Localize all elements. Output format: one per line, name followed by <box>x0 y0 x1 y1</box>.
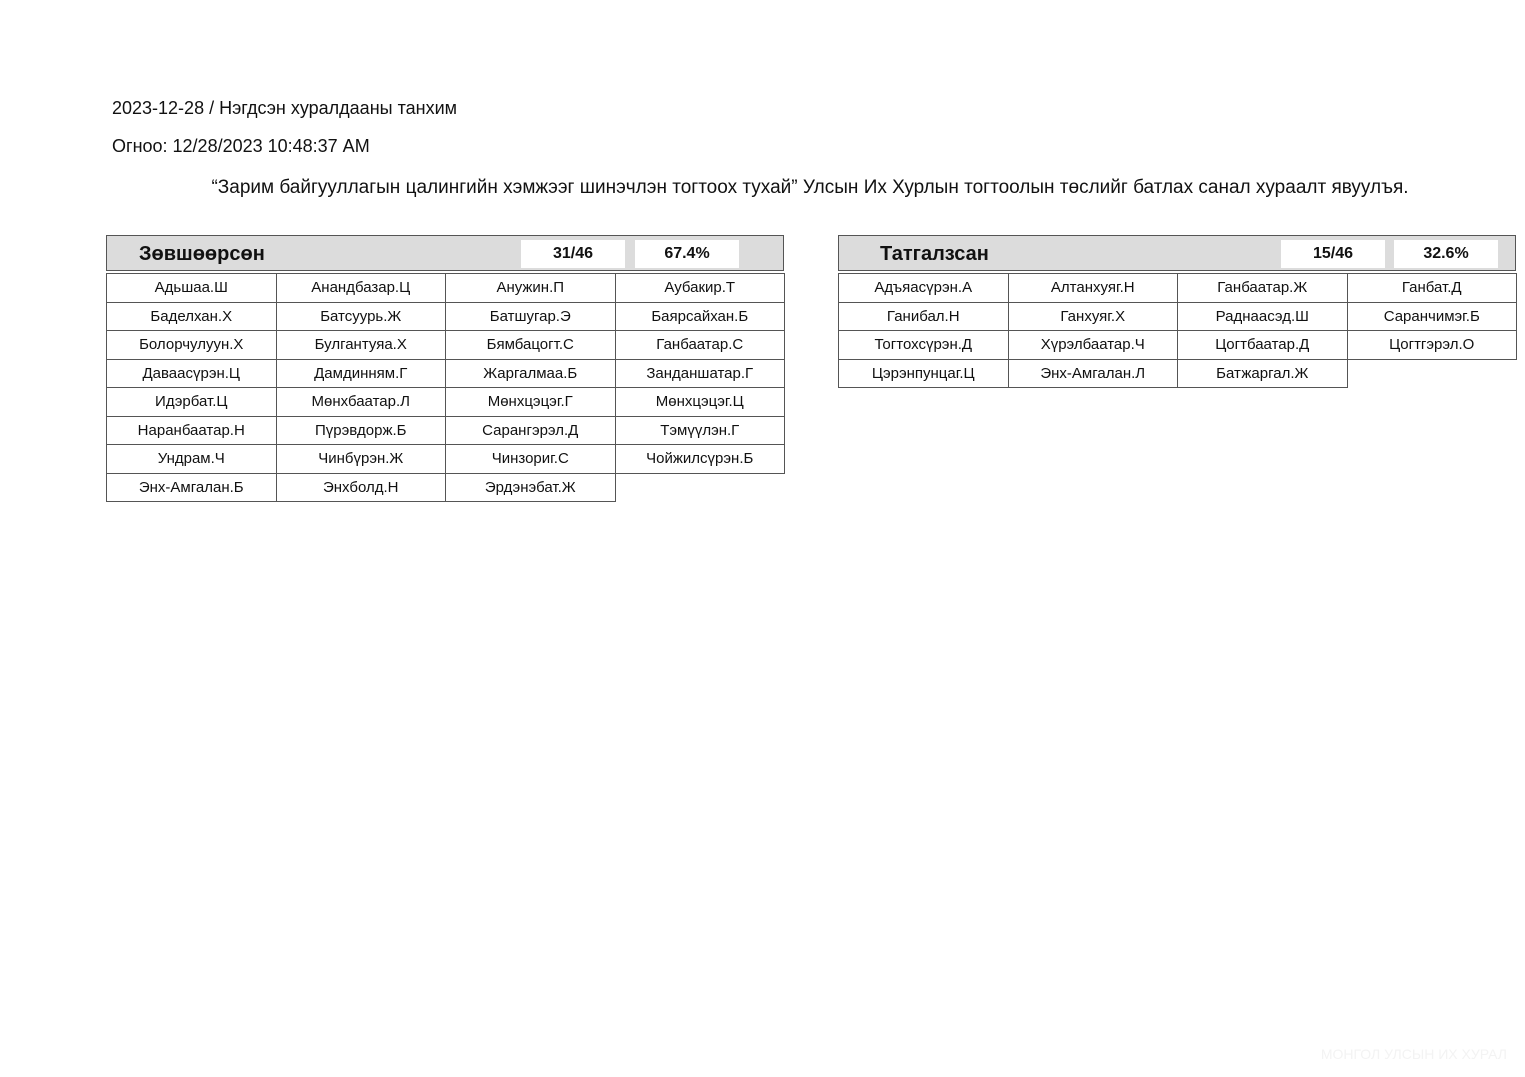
approved-count: 31/46 <box>521 240 625 268</box>
rejected-names-grid <box>838 273 1516 387</box>
rejected-member-name: Хүрэлбаатар.Ч <box>1008 330 1179 360</box>
approved-member-name: Булгантуяа.Х <box>276 330 447 360</box>
date-line: Огноо: 12/28/2023 10:48:37 AM <box>112 136 370 156</box>
rejected-member-name: Алтанхуяг.Н <box>1008 273 1179 303</box>
approved-names-grid <box>106 273 784 501</box>
rejected-count: 15/46 <box>1281 240 1385 268</box>
rejected-member-name: Раднаасэд.Ш <box>1177 302 1348 332</box>
rejected-member-name: Энх-Амгалан.Л <box>1008 359 1179 389</box>
rejected-member-name: Ганбат.Д <box>1347 273 1518 303</box>
approved-member-name: Тэмүүлэн.Г <box>615 416 786 446</box>
approved-member-name: Энхболд.Н <box>276 473 447 503</box>
rejected-member-name: Адъяасүрэн.А <box>838 273 1009 303</box>
approved-member-name: Эрдэнэбат.Ж <box>445 473 616 503</box>
session-line: 2023-12-28 / Нэгдсэн хуралдааны танхим <box>112 98 457 118</box>
approved-member-name: Болорчулуун.Х <box>106 330 277 360</box>
watermark: МОНГОЛ УЛСЫН ИХ ХУРАЛ <box>1320 1046 1507 1062</box>
approved-member-name: Бямбацогт.С <box>445 330 616 360</box>
rejected-member-name: Батжаргал.Ж <box>1177 359 1348 389</box>
rejected-member-name: Тогтохсүрэн.Д <box>838 330 1009 360</box>
rejected-member-name: Ганбаатар.Ж <box>1177 273 1348 303</box>
rejected-member-name: Цогтбаатар.Д <box>1177 330 1348 360</box>
approved-member-name: Ундрам.Ч <box>106 444 277 474</box>
approved-member-name: Анужин.П <box>445 273 616 303</box>
approved-member-name: Баярсайхан.Б <box>615 302 786 332</box>
approved-member-name: Батсуурь.Ж <box>276 302 447 332</box>
rejected-member-name: Ганибал.Н <box>838 302 1009 332</box>
approved-member-name: Ганбаатар.С <box>615 330 786 360</box>
rejected-block <box>838 235 1516 387</box>
approved-member-name: Чойжилсүрэн.Б <box>615 444 786 474</box>
rejected-label: Татгалзсан <box>880 243 989 265</box>
approved-member-name: Идэрбат.Ц <box>106 387 277 417</box>
approved-member-name: Баделхан.Х <box>106 302 277 332</box>
approved-member-name: Мөнхцэцэг.Г <box>445 387 616 417</box>
approved-member-name: Адьшаа.Ш <box>106 273 277 303</box>
approved-member-name: Аубакир.Т <box>615 273 786 303</box>
approved-member-name: Жаргалмаа.Б <box>445 359 616 389</box>
approved-member-name: Чинзориг.С <box>445 444 616 474</box>
approved-member-name: Мөнхбаатар.Л <box>276 387 447 417</box>
approved-percent: 67.4% <box>635 240 739 268</box>
approved-member-name: Анандбазар.Ц <box>276 273 447 303</box>
approved-block <box>106 235 784 501</box>
approved-member-name: Дамдинням.Г <box>276 359 447 389</box>
approved-member-name: Энх-Амгалан.Б <box>106 473 277 503</box>
approved-member-name: Мөнхцэцэг.Ц <box>615 387 786 417</box>
approved-label: Зөвшөөрсөн <box>139 243 265 265</box>
rejected-member-name: Ганхуяг.Х <box>1008 302 1179 332</box>
rejected-member-name: Цэрэнпунцаг.Ц <box>838 359 1009 389</box>
approved-member-name: Занданшатар.Г <box>615 359 786 389</box>
rejected-member-name: Цогтгэрэл.О <box>1347 330 1518 360</box>
rejected-percent: 32.6% <box>1394 240 1498 268</box>
approved-header <box>106 235 784 271</box>
approved-member-name: Батшугар.Э <box>445 302 616 332</box>
rejected-header <box>838 235 1516 271</box>
approved-member-name: Пүрэвдорж.Б <box>276 416 447 446</box>
approved-member-name: Сарангэрэл.Д <box>445 416 616 446</box>
rejected-member-name: Саранчимэг.Б <box>1347 302 1518 332</box>
approved-member-name: Наранбаатар.Н <box>106 416 277 446</box>
resolution-title: “Зарим байгууллагын цалингийн хэмжээг шинэчлэн тогтоох тухай” Улсын Их Хурлын тогтоолын төслийг батлах санал хураалт явуулъя. <box>211 177 1409 198</box>
approved-member-name: Чинбүрэн.Ж <box>276 444 447 474</box>
approved-member-name: Даваасүрэн.Ц <box>106 359 277 389</box>
